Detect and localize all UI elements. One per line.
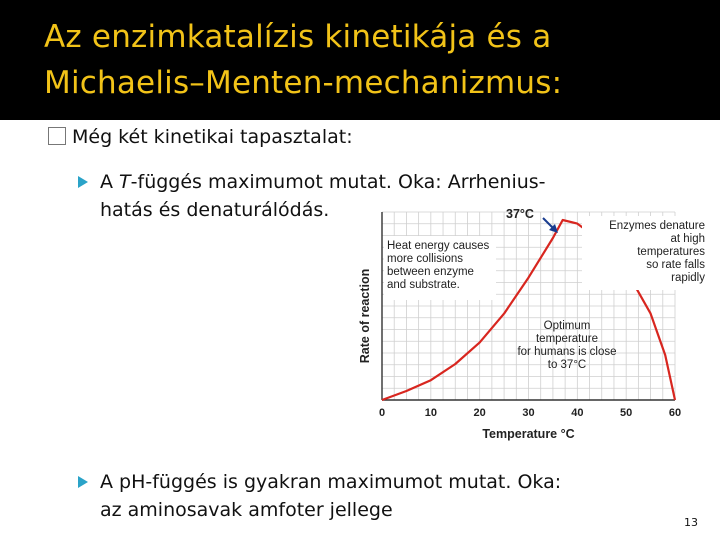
annotation-right-line: so rate falls bbox=[646, 259, 705, 271]
bullet-ph-text bbox=[100, 468, 561, 524]
x-tick-label: 40 bbox=[571, 407, 584, 419]
bullet1-italic: T bbox=[119, 171, 131, 193]
arrow-bullet-icon bbox=[78, 476, 88, 488]
x-tick-label: 10 bbox=[424, 407, 437, 419]
checkbox-bullet-icon bbox=[48, 127, 66, 145]
x-tick-label: 60 bbox=[668, 407, 682, 419]
annotation-middle-line: for humans is close bbox=[517, 346, 617, 358]
annotation-right-line: at high bbox=[670, 233, 705, 245]
annotation-right-line: Enzymes denature bbox=[609, 220, 705, 232]
title-line-2: Michaelis–Menten-mechanizmus: bbox=[44, 65, 563, 101]
title-line-1: Az enzimkatalízis kinetikája és a bbox=[44, 19, 552, 55]
bullet2-line2: az aminosavak amfoter jellege bbox=[100, 499, 393, 521]
annotation-middle-line: temperature bbox=[535, 333, 599, 345]
level1-text: Még két kinetikai tapasztalat: bbox=[72, 126, 353, 148]
temperature-rate-chart bbox=[345, 200, 715, 445]
x-tick-label: 30 bbox=[522, 407, 535, 419]
arrow-bullet-icon bbox=[78, 176, 88, 188]
annotation-left-line: between enzyme bbox=[387, 266, 474, 278]
y-axis-label: Rate of reaction bbox=[358, 268, 372, 364]
x-tick-label: 0 bbox=[378, 407, 386, 419]
annotation-right-line: temperatures bbox=[637, 246, 705, 258]
peak-label: 37°C bbox=[506, 207, 534, 221]
page-number: 13 bbox=[684, 516, 698, 529]
bullet2-line1: A pH-függés is gyakran maximumot mutat. Oka: bbox=[100, 471, 562, 493]
annotation-left-line: more collisions bbox=[387, 253, 464, 265]
annotation-left-line: and substrate. bbox=[387, 279, 460, 291]
x-tick-label: 20 bbox=[473, 407, 486, 419]
x-axis-label: Temperature °C bbox=[482, 427, 575, 441]
level1-item bbox=[48, 126, 353, 148]
slide-title bbox=[44, 14, 714, 106]
bullet1-post: -függés maximumot mutat. Oka: Arrhenius- bbox=[130, 171, 546, 193]
annotation-middle-line: to 37°C bbox=[547, 359, 587, 371]
annotation-right-line: rapidly bbox=[671, 272, 705, 284]
annotation-middle-line: Optimum bbox=[543, 320, 591, 332]
annotation-left-line: Heat energy causes bbox=[387, 240, 490, 252]
x-tick-label: 50 bbox=[620, 407, 633, 419]
bullet1-line2: hatás és denaturálódás. bbox=[100, 199, 330, 221]
bullet1-pre: A bbox=[100, 171, 120, 193]
